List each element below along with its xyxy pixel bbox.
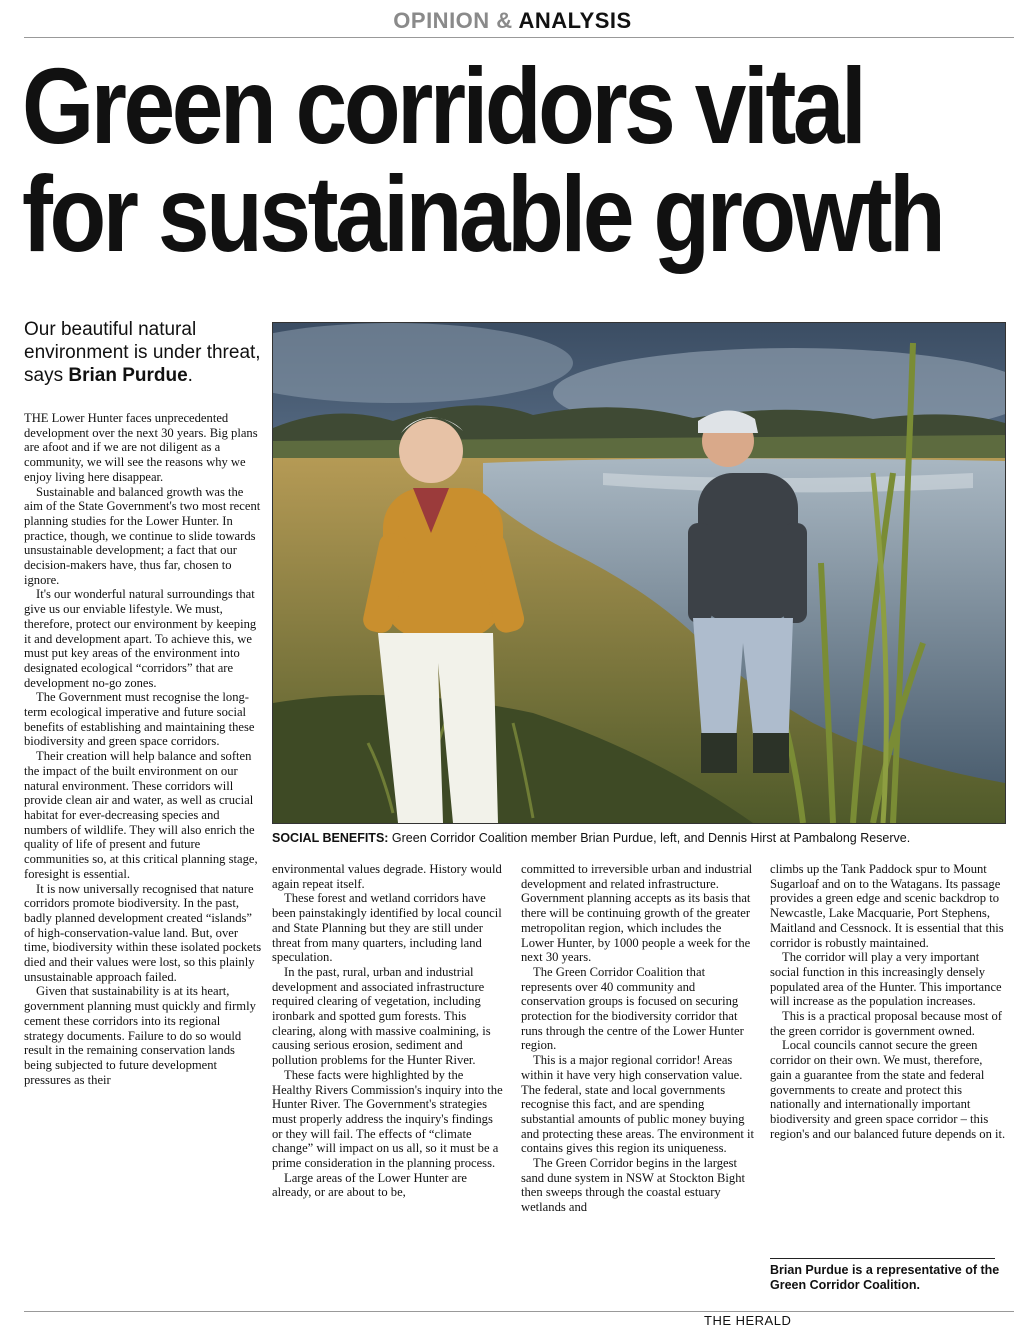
- paragraph: Given that sustainability is at its heart, government planning must quickly and firmly cement these corridors into its regional strategy documents. Failure to do so would result in the remaining conservation lands being subjected to future development pressures as their: [24, 984, 256, 1087]
- paragraph: It's our wonderful natural surroundings that give us our enviable lifestyle. We must, therefore, protect our environment by keeping it and development apart. To achieve this, we must put key areas of the environment into designated ecological “corridors” that are development no-go zones.: [24, 587, 257, 690]
- paragraph: The Green Corridor Coalition that represents over 40 community and conservation groups is focused on securing protection for the biodiversity corridor that runs through the centre of the Lower Hunter region.: [521, 964, 744, 1053]
- paragraph: committed to irreversible urban and industrial development and related infrastructure. Government planning accepts as its basis that there will be continuing growth of the greater metropolitan region, which includes the Lower Hunter, by 1000 people a week for the next 30 years.: [521, 862, 753, 965]
- publication-name: THE HERALD: [704, 1313, 792, 1328]
- standfirst: Our beautiful natural environment is under threat, says Brian Purdue.: [24, 319, 261, 386]
- paragraph: These forest and wetland corridors have been painstakingly identified by local council and State Planning but they are still under threat from many quarters, including land speculation.: [272, 891, 502, 965]
- article-column-4: [770, 862, 1006, 1141]
- paragraph: climbs up the Tank Paddock spur to Mount Sugarloaf and on to the Watagans. Its passage provides a green edge and scenic backdrop to Newcastle, Lake Macquarie, Port Stephens, Maitland and Cessnock. It is essential that this corridor is robustly maintained.: [770, 862, 1004, 950]
- paragraph: environmental values degrade. History would again repeat itself.: [272, 862, 502, 891]
- author-bio: Brian Purdue is a representative of the Green Corridor Coalition.: [770, 1263, 1000, 1292]
- photo-caption: SOCIAL BENEFITS: Green Corridor Coalition member Brian Purdue, left, and Dennis Hirst at Pambalong Reserve.: [272, 831, 911, 845]
- paragraph: The Government must recognise the long-term ecological imperative and future social benefits of establishing and maintaining these biodiversity and green space corridors.: [24, 690, 255, 749]
- bottom-rule: [24, 1311, 1014, 1312]
- paragraph: THE Lower Hunter faces unprecedented development over the next 30 years. Big plans are afoot and if we are not diligent as a community, we will see the reasons why we enjoy living here disappear.: [24, 411, 258, 484]
- bio-rule: [770, 1258, 995, 1259]
- section-header: OPINION & ANALYSIS: [393, 8, 632, 33]
- top-rule: [24, 37, 1014, 38]
- article-column-1: [24, 411, 262, 1087]
- news-photo: [272, 322, 1006, 824]
- paragraph: Local councils cannot secure the green corridor on their own. We must, therefore, gain a guarantee from the state and federal governments to create and protect this nationally and internationally important biodiversity and green space corridor – this region's and our balanced future depends on it.: [770, 1038, 1006, 1141]
- paragraph: These facts were highlighted by the Healthy Rivers Commission's inquiry into the Hunter River. The Government's strategies must properly address the inquiry's findings or they will fail. The effects of “climate change” will impact on us all, so it must be a prime consideration in the planning process.: [272, 1067, 503, 1171]
- article-column-3: [521, 862, 757, 1215]
- paragraph: The corridor will play a very important social function in this increasingly densely populated area of the Hunter. This importance will increase as the population increases.: [770, 950, 1002, 1009]
- article-column-2: [272, 862, 504, 1200]
- paragraph: Sustainable and balanced growth was the aim of the State Government's two most recent planning studies for the Lower Hunter. In practice, though, we continue to slide towards unsustainable development; a fact that our decision-makers have, thus far, chosen to ignore.: [24, 484, 261, 587]
- paragraph: The Green Corridor begins in the largest sand dune system in NSW at Stockton Bight then sweeps through the coastal estuary wetlands and: [521, 1156, 746, 1215]
- author-name: Brian Purdue: [68, 365, 188, 386]
- paragraph: Their creation will help balance and soften the impact of the built environment on our natural environment. These corridors will provide clean air and water, as well as crucial habitat for ever-decreasing species and numbers of wildlife. They will also enrich the quality of life of present and future communities so, at this critical planning stage, foresight is essential.: [24, 749, 258, 881]
- caption-label: SOCIAL BENEFITS:: [272, 831, 389, 845]
- paragraph: In the past, rural, urban and industrial development and associated infrastructure required clearing of vegetation, including ironbark and spotted gum forests. This clearing, along with massive coalmining, is causing serious erosion, sediment and pollution problems for the Hunter River.: [272, 964, 491, 1068]
- paragraph: This is a major regional corridor! Areas within it have very high conservation value. The federal, state and local governments recognise this fact, and are spending substantial amounts of public money buying and protecting these areas. The environment it contains gives this region its uniqueness.: [521, 1053, 755, 1156]
- paragraph: Large areas of the Lower Hunter are already, or are about to be,: [272, 1170, 467, 1200]
- paragraph: This is a practical proposal because most of the green corridor is government owned.: [770, 1009, 1002, 1038]
- headline: Green corridors vital for sustainable growth: [22, 45, 943, 274]
- paragraph: It is now universally recognised that nature corridors promote biodiversity. In the past, badly planned development created “islands” of high-conservation-value land. But, over time, biodiversity within these isolated pockets died and their values were lost, so this plainly unsustainable approach failed.: [24, 881, 262, 984]
